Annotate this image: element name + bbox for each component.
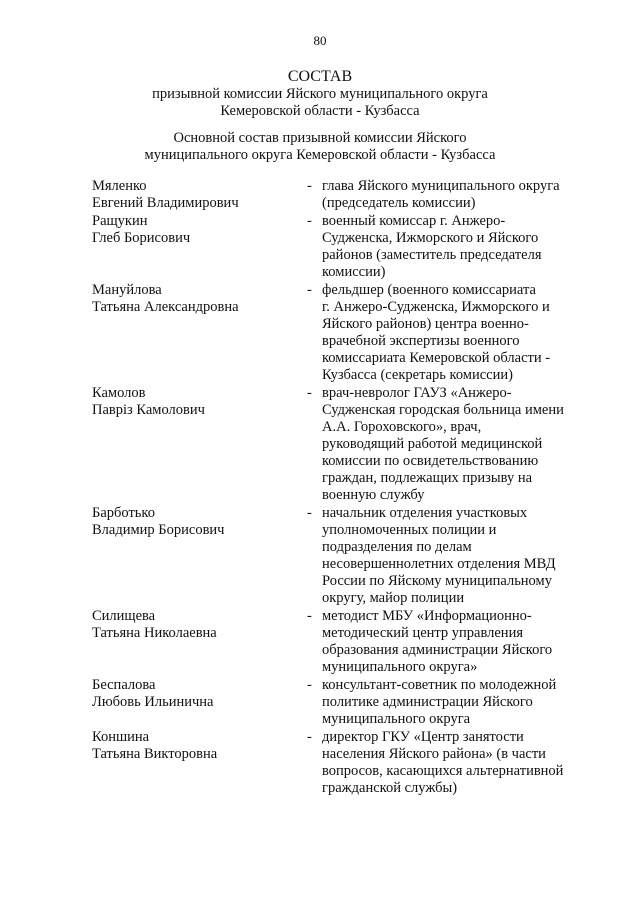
member-name bbox=[92, 178, 292, 212]
member-name bbox=[92, 505, 292, 539]
document-title: СОСТАВ bbox=[287, 68, 353, 85]
member-surname: Ращукин bbox=[92, 213, 148, 229]
member-role: военный комиссар г. Анжеро- Судженска, Ижморского и Яйского районов (заместитель председателя комиссии) bbox=[322, 213, 542, 280]
member-entry bbox=[0, 505, 640, 607]
member-surname: Мяленко bbox=[92, 178, 147, 194]
member-entry bbox=[0, 178, 640, 212]
member-given-name: Любовь Ильинична bbox=[92, 694, 214, 710]
member-name bbox=[92, 282, 292, 316]
member-dash: - bbox=[307, 505, 312, 521]
member-list bbox=[0, 178, 640, 797]
member-given-name: Паврiз Камолович bbox=[92, 402, 205, 418]
member-surname: Мануйлова bbox=[92, 282, 162, 298]
document-heading bbox=[0, 67, 640, 120]
member-name bbox=[92, 213, 292, 247]
member-given-name: Татьяна Александровна bbox=[92, 299, 239, 315]
member-entry bbox=[0, 608, 640, 676]
member-role: врач-невролог ГАУЗ «Анжеро- Судженская городская больница имени А.А. Гороховского», врач, руководящий работой медицинской комиссии по освидетельствованию граждан, подлежащих призыву на военную службу bbox=[322, 385, 564, 503]
member-dash: - bbox=[307, 213, 312, 229]
member-given-name: Евгений Владимирович bbox=[92, 195, 239, 211]
member-role: фельдшер (военного комиссариата г. Анжеро-Судженска, Ижморского и Яйского районов) центра военно- врачебной экспертизы военного комиссариата Кемеровской области - Кузбасса (секретарь комиссии) bbox=[322, 282, 551, 383]
member-dash: - bbox=[307, 729, 312, 745]
member-entry bbox=[0, 677, 640, 728]
member-role: директор ГКУ «Центр занятости населения Яйского района» (в части вопросов, касающихся альтернативной гражданской службы) bbox=[322, 729, 564, 796]
member-surname: Барботько bbox=[92, 505, 155, 521]
page-number: 80 bbox=[313, 33, 327, 48]
member-entry bbox=[0, 729, 640, 797]
member-dash: - bbox=[307, 608, 312, 624]
member-entry bbox=[0, 385, 640, 504]
member-role: методист МБУ «Информационно- методический центр управления образования администрации Яйского муниципального округа» bbox=[322, 608, 553, 675]
member-name bbox=[92, 729, 292, 763]
section-heading-line-1: Основной состав призывной комиссии Яйского bbox=[173, 130, 467, 146]
member-dash: - bbox=[307, 282, 312, 298]
member-name bbox=[92, 385, 292, 419]
section-heading-line-2: муниципального округа Кемеровской области - Кузбасса bbox=[144, 147, 496, 163]
member-role: консультант-советник по молодежной политике администрации Яйского муниципального округа bbox=[322, 677, 557, 727]
member-entry bbox=[0, 213, 640, 281]
section-heading bbox=[0, 130, 640, 164]
member-role: глава Яйского муниципального округа (председатель комиссии) bbox=[322, 178, 560, 211]
member-surname: Камолов bbox=[92, 385, 146, 401]
document-title-line-2: Кемеровской области - Кузбасса bbox=[220, 103, 420, 119]
member-dash: - bbox=[307, 385, 312, 401]
member-given-name: Татьяна Викторовна bbox=[92, 746, 218, 762]
member-given-name: Глеб Борисович bbox=[92, 230, 191, 246]
member-name bbox=[92, 677, 292, 711]
member-entry bbox=[0, 282, 640, 384]
member-surname: Беспалова bbox=[92, 677, 156, 693]
member-given-name: Владимир Борисович bbox=[92, 522, 225, 538]
member-dash: - bbox=[307, 677, 312, 693]
member-role: начальник отделения участковых уполномоченных полиции и подразделения по делам несовершеннолетних отделения МВД России по Яйскому муниципальному округу, майор полиции bbox=[322, 505, 556, 606]
member-given-name: Татьяна Николаевна bbox=[92, 625, 217, 641]
member-name bbox=[92, 608, 292, 642]
member-dash: - bbox=[307, 178, 312, 194]
document-title-line-1: призывной комиссии Яйского муниципального округа bbox=[152, 86, 488, 102]
member-surname: Коншина bbox=[92, 729, 150, 745]
member-surname: Силищева bbox=[92, 608, 156, 624]
